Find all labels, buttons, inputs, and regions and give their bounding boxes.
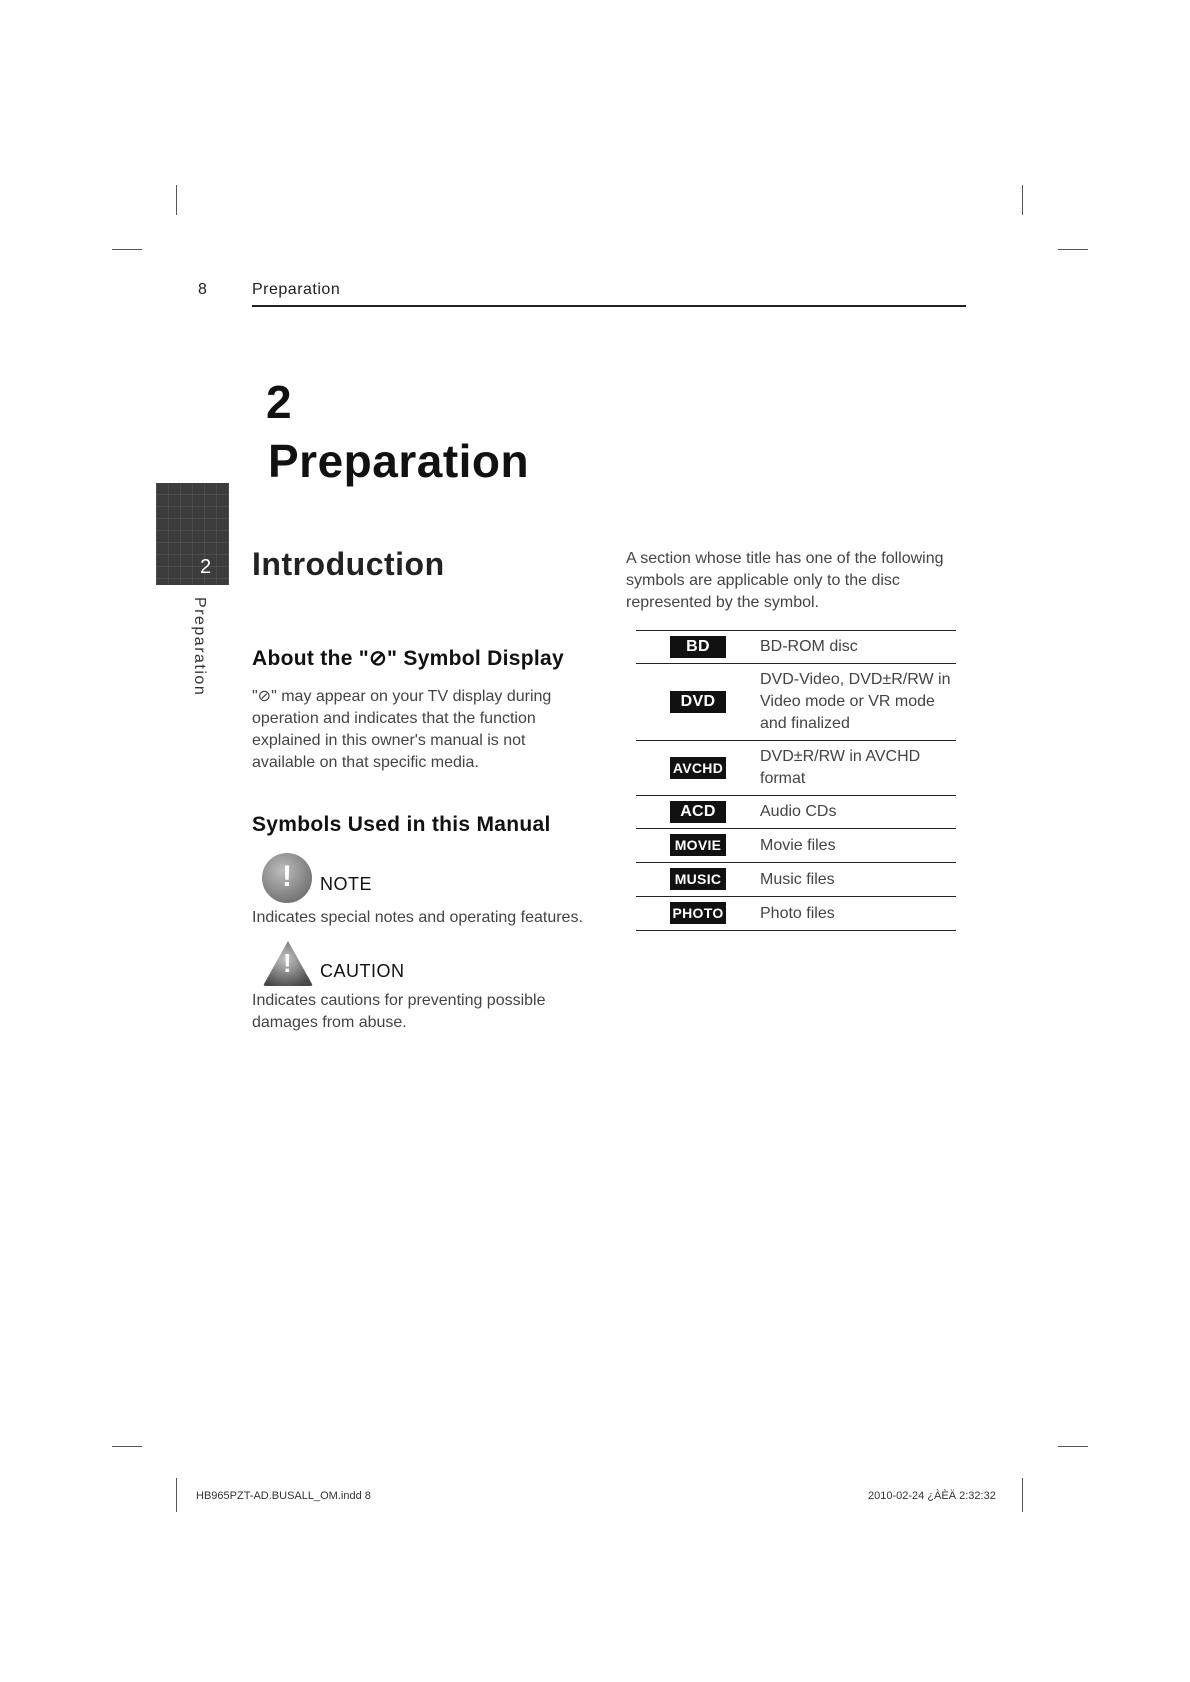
- header-rule: [252, 305, 966, 307]
- table-row: [636, 897, 956, 931]
- bd-badge-icon: BD: [670, 636, 726, 658]
- note-label: NOTE: [320, 874, 373, 894]
- row-description: format: [760, 770, 806, 787]
- footer-timestamp: 2010-02-24 ¿ÀÈÄ 2:32:32: [868, 1490, 996, 1502]
- table-row: [636, 796, 956, 829]
- text-line: A section whose title has one of the following: [626, 550, 944, 567]
- row-description: Video mode or VR mode: [760, 693, 935, 710]
- text-line: damages from abuse.: [252, 1014, 407, 1031]
- text-line: Indicates cautions for preventing possible: [252, 992, 546, 1009]
- symbols-intro-paragraph: [626, 548, 944, 614]
- row-description: BD-ROM disc: [760, 638, 858, 655]
- chapter-title: Preparation: [268, 435, 530, 487]
- table-row: [636, 664, 956, 741]
- photo-badge-icon: PHOTO: [670, 902, 726, 924]
- crop-mark: [176, 185, 177, 215]
- text-line: "⊘" may appear on your TV display during: [252, 688, 552, 705]
- crop-mark: [176, 1478, 177, 1512]
- text-line: operation and indicates that the function: [252, 710, 536, 727]
- crop-mark: [112, 1446, 142, 1447]
- footer-filename: HB965PZT-AD.BUSALL_OM.indd 8: [196, 1490, 371, 1502]
- note-icon: !: [262, 853, 312, 903]
- crop-mark: [1058, 1446, 1088, 1447]
- subheading-symbols-used: Symbols Used in this Manual: [252, 813, 551, 836]
- note-description: Indicates special notes and operating features.: [252, 909, 583, 926]
- crop-mark: [1022, 185, 1023, 215]
- row-description: DVD±R/RW in AVCHD: [760, 748, 921, 765]
- movie-badge-icon: MOVIE: [670, 834, 726, 856]
- table-row: [636, 741, 956, 796]
- side-tab-number: 2: [200, 556, 212, 578]
- row-description: Photo files: [760, 904, 835, 922]
- side-tab-label: Preparation: [191, 597, 208, 697]
- caution-label: CAUTION: [320, 961, 405, 981]
- text-line: explained in this owner's manual is not: [252, 732, 526, 749]
- subheading-symbol-display: About the "⊘" Symbol Display: [252, 647, 564, 670]
- symbols-table: [636, 630, 956, 931]
- table-row: [636, 631, 956, 664]
- avchd-badge-icon: AVCHD: [670, 757, 726, 779]
- about-symbol-paragraph: [252, 686, 551, 774]
- music-badge-icon: MUSIC: [670, 868, 726, 890]
- row-description: Audio CDs: [760, 803, 837, 820]
- crop-mark: [1058, 249, 1088, 250]
- acd-badge-icon: ACD: [670, 801, 726, 823]
- dvd-badge-icon: DVD: [670, 691, 726, 713]
- caution-description: [252, 990, 546, 1034]
- running-header-title: Preparation: [252, 281, 341, 298]
- row-description: DVD-Video, DVD±R/RW in: [760, 671, 951, 688]
- crop-mark: [112, 249, 142, 250]
- table-row: [636, 829, 956, 863]
- row-description: and finalized: [760, 715, 850, 732]
- table-row: [636, 863, 956, 897]
- text-line: symbols are applicable only to the disc: [626, 572, 900, 589]
- text-line: represented by the symbol.: [626, 594, 819, 611]
- crop-mark: [1022, 1478, 1023, 1512]
- text-line: available on that specific media.: [252, 754, 479, 771]
- chapter-number: 2: [266, 376, 292, 428]
- row-description: Movie files: [760, 836, 836, 854]
- caution-icon: !: [261, 938, 315, 988]
- page-number: 8: [198, 281, 207, 298]
- row-description: Music files: [760, 870, 835, 888]
- section-heading-introduction: Introduction: [252, 546, 445, 582]
- chapter-side-tab: [156, 483, 229, 585]
